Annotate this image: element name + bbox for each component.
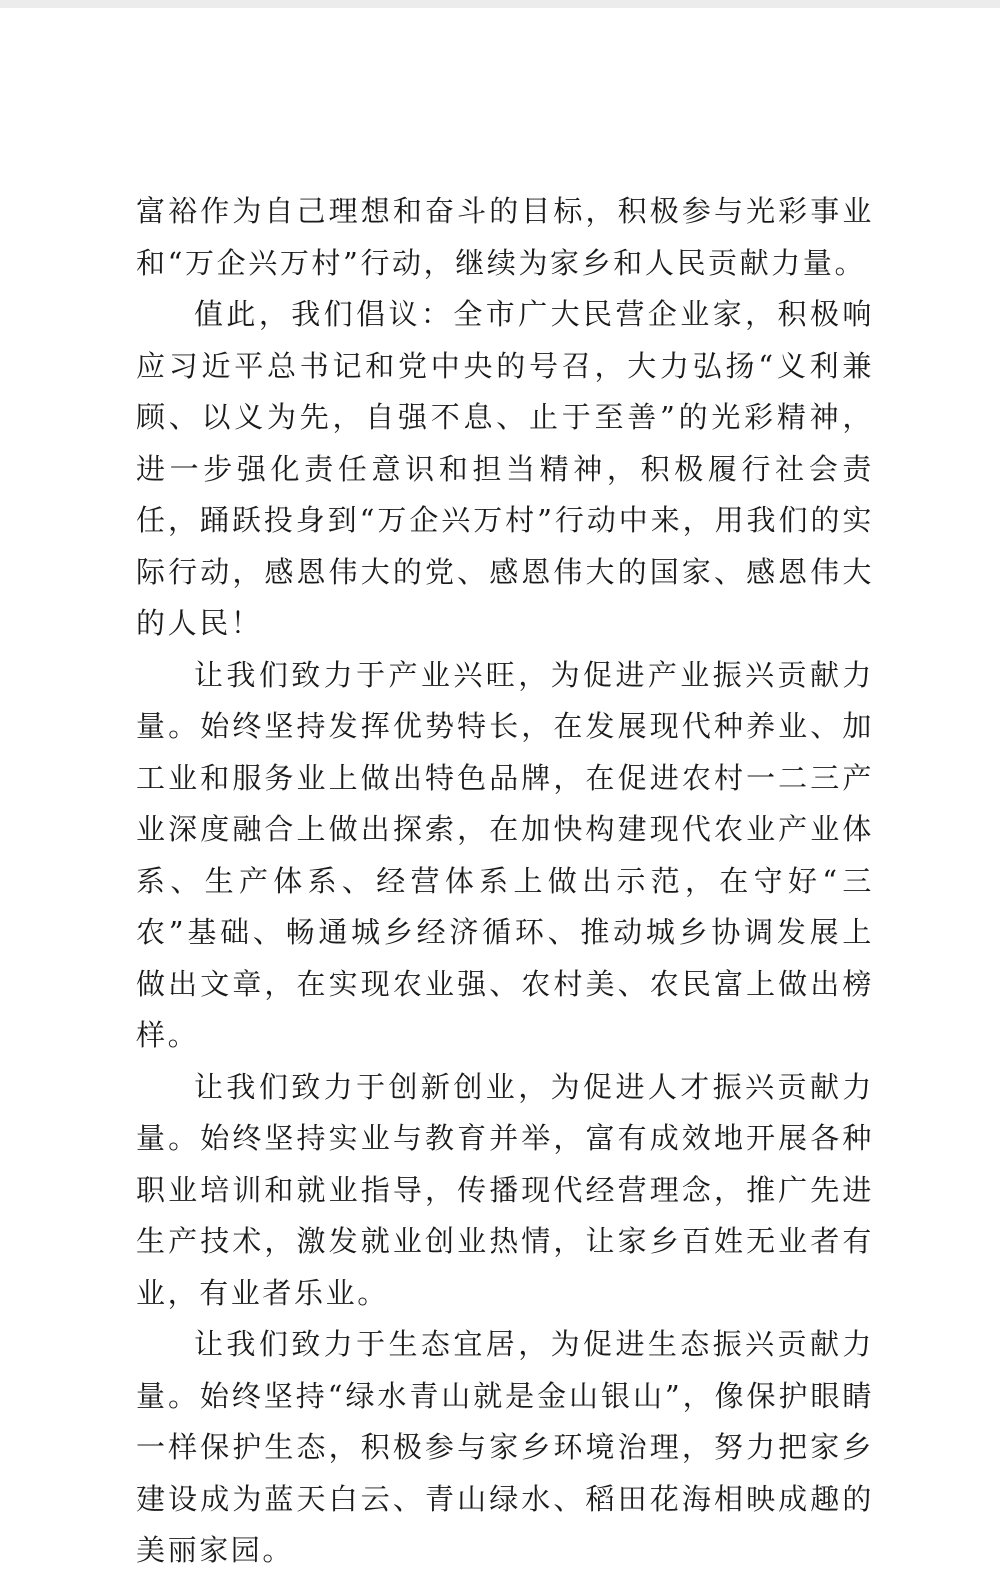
paragraph-proposal: 值此，我们倡议：全市广大民营企业家，积极响应习近平总书记和党中央的号召，大力弘扬“义利兼顾、以义为先，自强不息、止于至善”的光彩精神，进一步强化责任意识和担当精神，积极履行社会责任，踊跃投身到“万企兴万村”行动中来，用我们的实际行动，感恩伟大的党、感恩伟大的国家、感恩伟大的人民！ xyxy=(136,297,874,640)
paragraph-ecology: 让我们致力于生态宜居，为促进生态振兴贡献力量。始终坚持“绿水青山就是金山银山”，像保护眼睛一样保护生态，积极参与家乡环境治理，努力把家乡建设成为蓝天白云、青山绿水、稻田花海相映成趣的美丽家园。 xyxy=(136,1327,874,1567)
paragraph-continuation: 富裕作为自己理想和奋斗的目标，积极参与光彩事业和“万企兴万村”行动，继续为家乡和人民贡献力量。 xyxy=(136,194,874,280)
document-body xyxy=(136,186,874,1577)
paragraph-industry: 让我们致力于产业兴旺，为促进产业振兴贡献力量。始终坚持发挥优势特长，在发展现代种养业、加工业和服务业上做出特色品牌，在促进农村一二三产业深度融合上做出探索，在加快构建现代农业产业体系、生产体系、经营体系上做出示范，在守好“三农”基础、畅通城乡经济循环、推动城乡协调发展上做出文章，在实现农业强、农村美、农民富上做出榜样。 xyxy=(136,657,874,1052)
paragraph-talent: 让我们致力于创新创业，为促进人才振兴贡献力量。始终坚持实业与教育并举，富有成效地开展各种职业培训和就业指导，传播现代经营理念，推广先进生产技术，激发就业创业热情，让家乡百姓无业者有业，有业者乐业。 xyxy=(136,1069,874,1310)
